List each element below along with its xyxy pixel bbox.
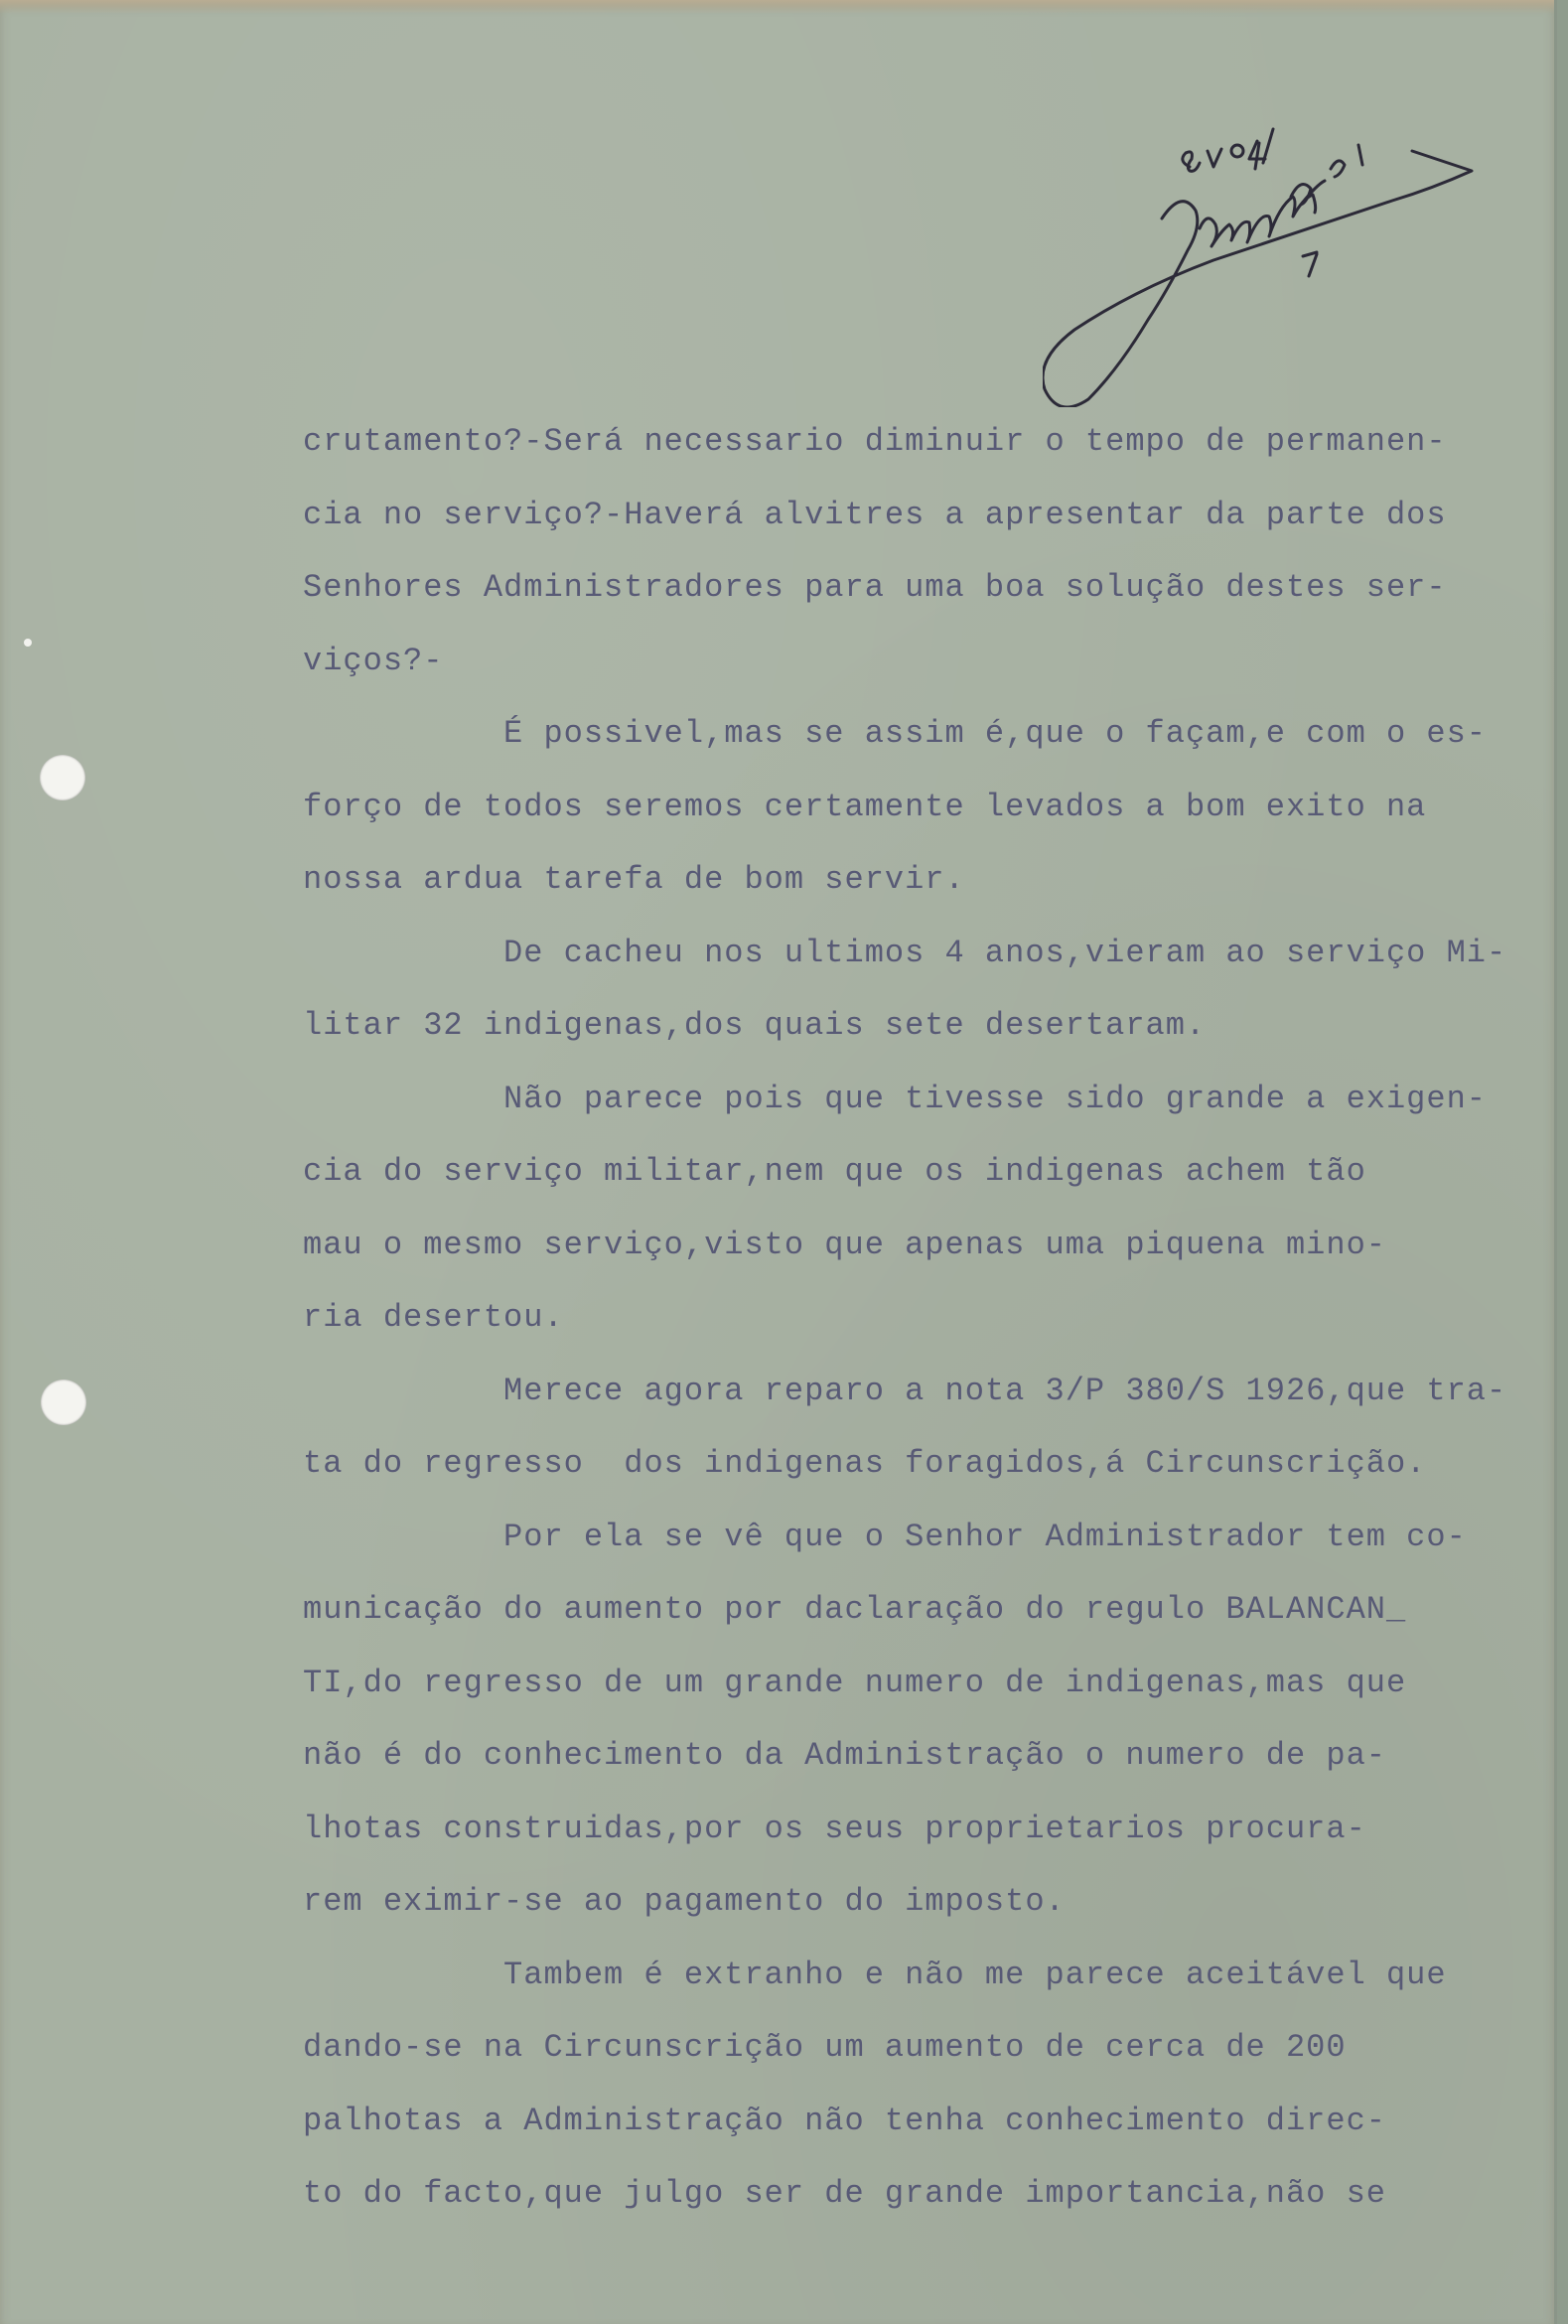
- text-line: litar 32 indigenas,dos quais sete desertaram.: [303, 1007, 1207, 1044]
- handwritten-signature: [1043, 79, 1499, 407]
- text-line: mau o mesmo serviço,visto que apenas uma piquena mino-: [303, 1226, 1386, 1263]
- text-line: viços?-: [303, 642, 444, 679]
- text-line: cia do serviço militar,nem que os indigenas achem tão: [303, 1153, 1366, 1190]
- text-line: municação do aumento por daclaração do regulo BALANCAN_: [303, 1591, 1407, 1628]
- punch-hole-upper: [40, 755, 85, 800]
- text-line: lhotas construidas,por os seus proprietarios procura-: [303, 1810, 1366, 1847]
- text-line: TI,do regresso de um grande numero de indigenas,mas que: [303, 1664, 1407, 1701]
- text-line: Tambem é extranho e não me parece aceitável que: [303, 1956, 1447, 1993]
- text-line: Senhores Administradores para uma boa solução destes ser-: [303, 569, 1447, 606]
- text-line: crutamento?-Será necessario diminuir o tempo de permanen-: [303, 423, 1447, 460]
- text-line: Não parece pois que tivesse sido grande a exigen-: [303, 1080, 1487, 1117]
- text-line: É possivel,mas se assim é,que o façam,e com o es-: [303, 715, 1487, 752]
- text-line: ta do regresso dos indigenas foragidos,á Circunscrição.: [303, 1445, 1427, 1482]
- page-top-edge: [0, 0, 1554, 14]
- typed-body-text: [303, 417, 1507, 2243]
- text-line: De cacheu nos ultimos 4 anos,vieram ao serviço Mi-: [303, 934, 1507, 971]
- punch-hole-lower: [41, 1380, 86, 1425]
- text-line: forço de todos seremos certamente levados a bom exito na: [303, 788, 1427, 825]
- text-line: nossa ardua tarefa de bom servir.: [303, 861, 965, 898]
- text-line: cia no serviço?-Haverá alvitres a apresentar da parte dos: [303, 496, 1447, 533]
- text-line: rem eximir-se ao pagamento do imposto.: [303, 1883, 1066, 1920]
- text-line: não é do conhecimento da Administração o numero de pa-: [303, 1737, 1386, 1774]
- text-line: Por ela se vê que o Senhor Administrador tem co-: [303, 1518, 1467, 1555]
- text-line: palhotas a Administração não tenha conhecimento direc-: [303, 2102, 1386, 2139]
- paper-speck: [24, 639, 32, 647]
- text-line: to do facto,que julgo ser de grande importancia,não se: [303, 2175, 1386, 2212]
- text-line: Merece agora reparo a nota 3/P 380/S 1926,que tra-: [303, 1372, 1507, 1409]
- text-line: ria desertou.: [303, 1299, 564, 1336]
- text-line: dando-se na Circunscrição um aumento de cerca de 200: [303, 2029, 1347, 2066]
